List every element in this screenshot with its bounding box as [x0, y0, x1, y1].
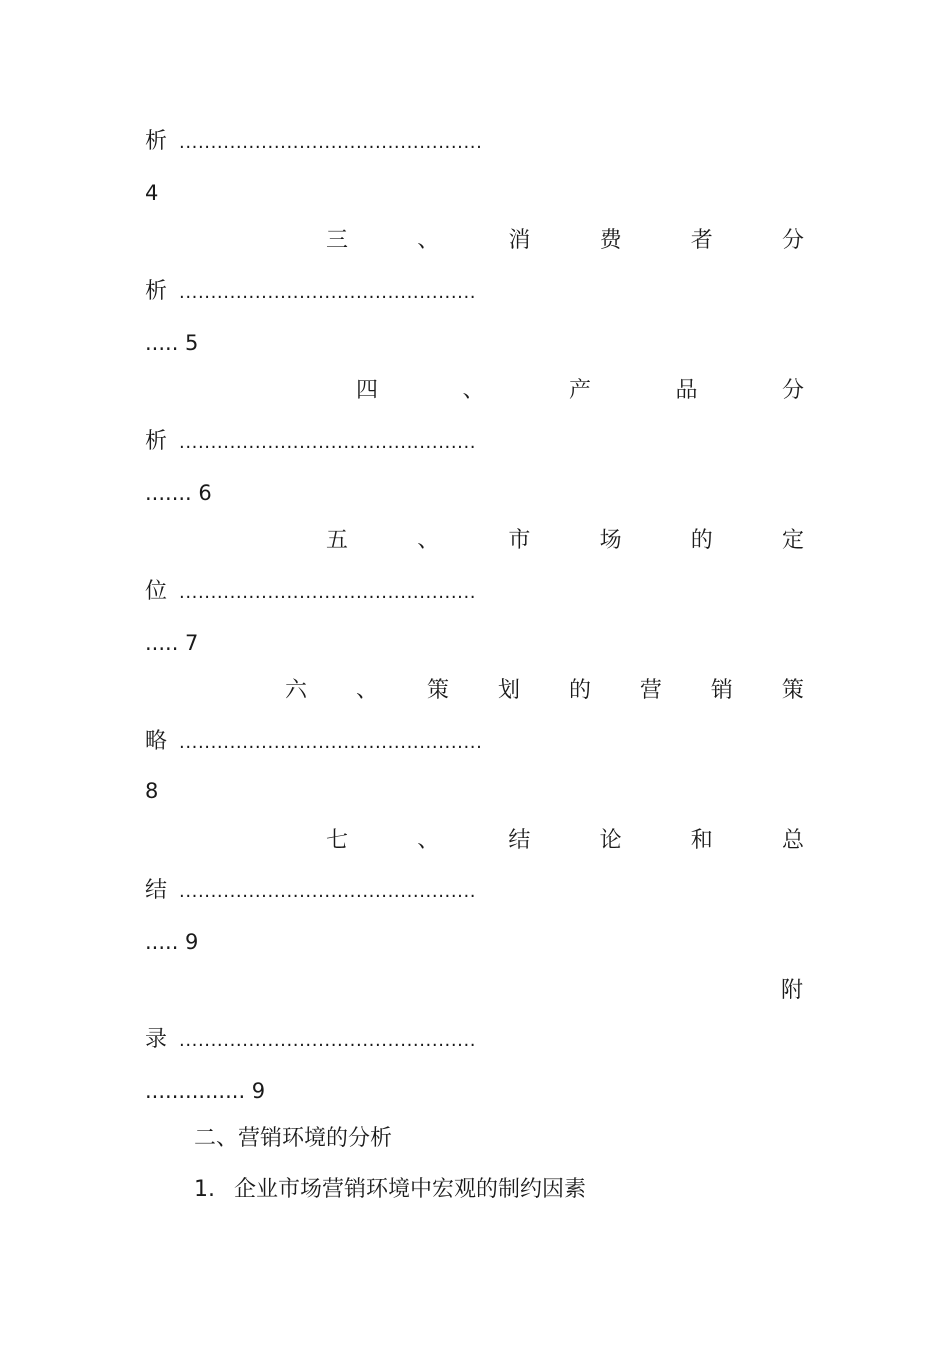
toc-heading-char: 策 [426, 678, 449, 703]
toc-entry-continuation [145, 277, 565, 308]
toc-entry-tail-char: 位 [145, 579, 168, 604]
toc-heading-char: 七 [326, 828, 349, 853]
section-heading: 二、营销环境的分析 [194, 1126, 393, 1151]
toc-page-number: ..... 9 [145, 930, 199, 954]
toc-entry-tail-char: 录 [145, 1027, 168, 1052]
toc-entry-tail-char: 结 [145, 878, 168, 903]
toc-leader-dots: ................................................ [179, 132, 483, 153]
toc-leader-dots: ............................................... [179, 582, 477, 603]
toc-heading-char: 产 [568, 378, 591, 403]
toc-entry-continuation [145, 876, 565, 907]
toc-entry-tail-char: 略 [145, 729, 168, 754]
toc-heading-char: 的 [568, 678, 591, 703]
toc-heading-char: 分 [781, 228, 804, 253]
toc-page-number: ....... 6 [145, 481, 212, 505]
toc-entry-heading [356, 376, 804, 406]
toc-page-number: 4 [145, 181, 159, 205]
toc-heading-char: 附 [781, 978, 804, 1003]
toc-heading-char: 市 [508, 528, 531, 553]
toc-entry-heading [285, 676, 804, 706]
toc-heading-char: 、 [462, 378, 485, 403]
toc-entry-heading [326, 526, 804, 556]
toc-heading-char: 和 [690, 828, 713, 853]
toc-entry-tail-char: 析 [145, 129, 168, 154]
toc-heading-char: 费 [599, 228, 622, 253]
toc-entry-continuation [145, 427, 565, 458]
toc-heading-char: 消 [508, 228, 531, 253]
toc-entry-continuation [145, 127, 565, 158]
toc-heading-char: 论 [599, 828, 622, 853]
toc-leader-dots: ............................................... [179, 282, 477, 303]
toc-heading-char: 结 [508, 828, 531, 853]
toc-leader-dots: ............................................... [179, 881, 477, 902]
toc-leader-dots: ................................................ [179, 732, 483, 753]
toc-heading-char: 定 [781, 528, 804, 553]
item-number: 1. [194, 1177, 215, 1202]
toc-entry-heading [326, 826, 804, 856]
toc-heading-char: 者 [690, 228, 713, 253]
toc-heading-char: 、 [417, 528, 440, 553]
toc-heading-char: 总 [781, 828, 804, 853]
toc-page-number: 8 [145, 779, 159, 803]
toc-heading-char: 五 [326, 528, 349, 553]
numbered-item [194, 1175, 586, 1205]
toc-entry-continuation [145, 1025, 565, 1056]
toc-entry-heading [326, 226, 804, 256]
toc-heading-char: 划 [497, 678, 520, 703]
toc-heading-char: 四 [356, 378, 379, 403]
toc-heading-char: 分 [781, 378, 804, 403]
toc-heading-char: 、 [417, 228, 440, 253]
toc-entry-continuation [145, 727, 565, 758]
toc-page-number: ............... 9 [145, 1079, 266, 1103]
toc-entry-heading [781, 976, 803, 1006]
toc-leader-dots: ............................................... [179, 1030, 477, 1051]
toc-heading-char: 策 [781, 678, 804, 703]
toc-leader-dots: ............................................... [179, 432, 477, 453]
toc-heading-char: 、 [417, 828, 440, 853]
toc-heading-char: 营 [639, 678, 662, 703]
item-text: 企业市场营销环境中宏观的制约因素 [234, 1177, 587, 1202]
toc-page-number: ..... 5 [145, 331, 199, 355]
toc-heading-char: 场 [599, 528, 622, 553]
toc-heading-char: 三 [326, 228, 349, 253]
toc-heading-char: 的 [690, 528, 713, 553]
toc-entry-tail-char: 析 [145, 429, 168, 454]
toc-heading-char: 、 [355, 678, 378, 703]
toc-entry-continuation [145, 577, 565, 608]
toc-heading-char: 品 [675, 378, 698, 403]
toc-heading-char: 销 [710, 678, 733, 703]
toc-page-number: ..... 7 [145, 631, 199, 655]
toc-heading-char: 六 [285, 678, 308, 703]
toc-entry-tail-char: 析 [145, 279, 168, 304]
